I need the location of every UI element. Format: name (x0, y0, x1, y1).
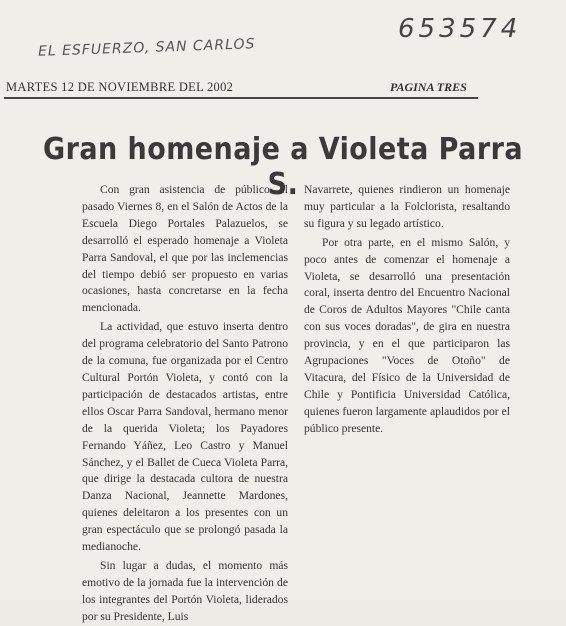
dateline: MARTES 12 DE NOVIEMBRE DEL 2002 (6, 80, 234, 94)
page-label: PAGINA TRES (390, 80, 467, 94)
article-left-column (82, 182, 288, 626)
article-right-column (304, 182, 510, 438)
article-headline: Gran homenaje a Violeta Parra S. (42, 132, 524, 202)
article-paragraph: La actividad, que estuvo inserta dentro del programa celebratorio del Santo Patrono de la comuna, fue organizada por el Centro Cultural Portón Violeta, y contó con la participación de destacados artistas, entre ellos Oscar Parra Sandoval, hermano menor de la querida Violeta; los Payadores Fernando Yáñez, Leo Castro y Manuel Sánchez, y el Ballet de Cueca Violeta Parra, que dirige la destacada cultora de nuestra Danza Nacional, Jeannette Mardones, quienes deleitaron a los presentes con un gran espectáculo que se prolongó pasada la medianoche. (82, 320, 288, 554)
article-paragraph: Con gran asistencia de público el pasado Viernes 8, en el Salón de Actos de la Escuela Diego Portales Palazuelos, se desarrolló el esperado homenaje a Violeta Parra Sandoval, el que por las inclemencias del tiempo debió ser propuesto en varias ocasiones, hasta concretarse en la fecha mencionada. (82, 183, 288, 315)
header-rule (4, 97, 478, 99)
article-paragraph: Navarrete, quienes rindieron un homenaje muy particular a la Folclorista, resaltando su figura y su legado artístico. (304, 183, 510, 230)
handwritten-clipping-id: 653574 (398, 14, 522, 44)
article-paragraph: Sin lugar a dudas, el momento más emotivo de la jornada fue la intervención de los integrantes del Portón Violeta, liderados por su Presidente, Luis (82, 558, 288, 623)
article-paragraph: Por otra parte, en el mismo Salón, y poco antes de comenzar el homenaje a Violeta, se desarrolló una presentación coral, inserta dentro del Encuentro Nacional de Coros de Adultos Mayores "Chile canta con sus voces doradas", de gira en nuestra provincia, y en el que participaron las Agrupaciones "Voces de Otoño" de Vitacura, del Físico de la Universidad de Chile y Pontificia Universidad Católica, quienes fueron largamente aplaudidos por el público presente. (304, 235, 510, 435)
handwritten-source-note: EL ESFUERZO, SAN CARLOS (37, 36, 256, 60)
